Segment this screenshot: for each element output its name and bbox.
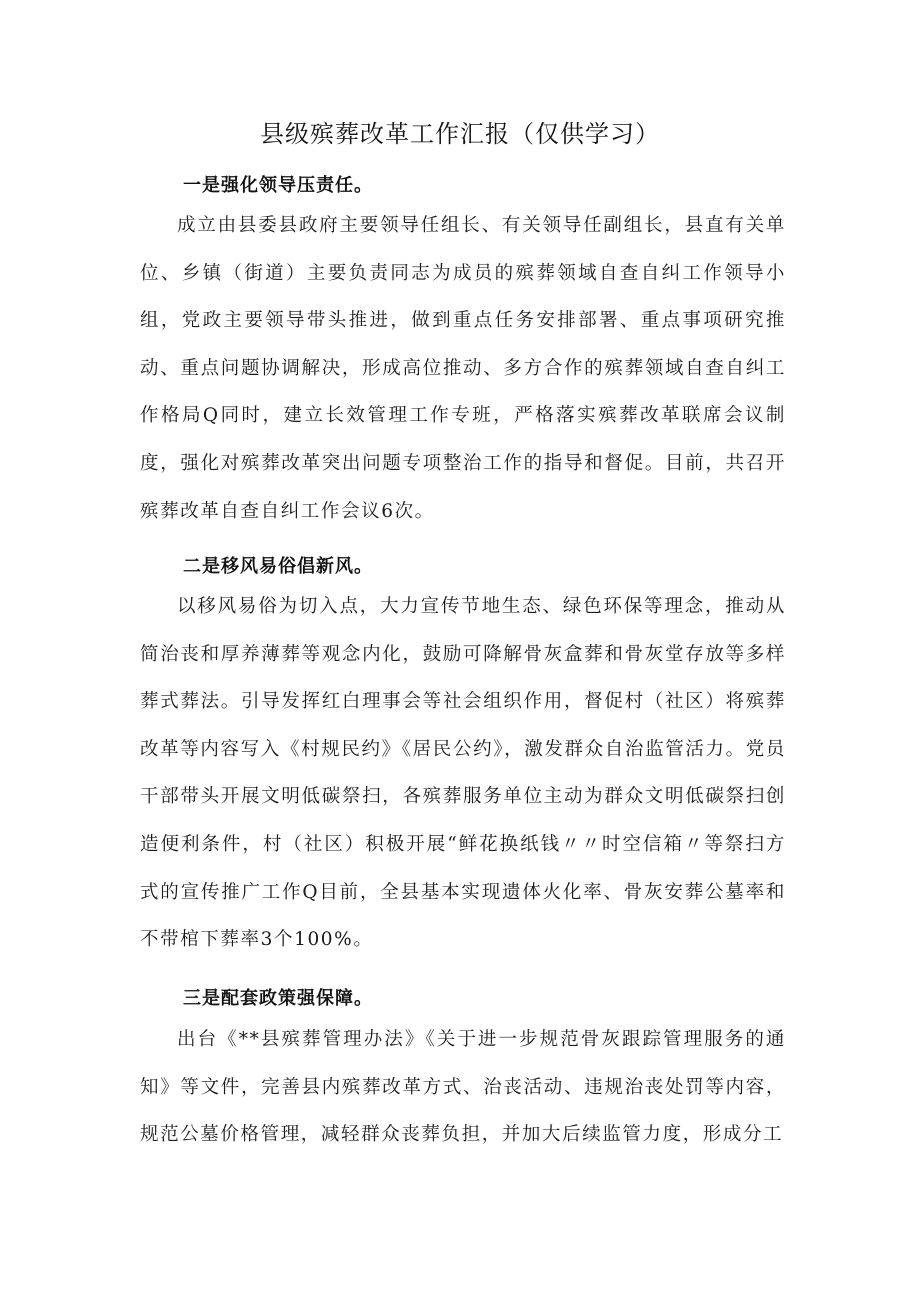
- section-heading-2: 二是移风易俗倡新风。: [183, 556, 373, 577]
- section-heading-1: 一是强化领导压责任。: [183, 175, 373, 196]
- section-heading-3: 三是配套政策强保障。: [183, 988, 373, 1009]
- document-title: 县级殡葬改革工作汇报（仅供学习）: [260, 120, 660, 148]
- section-body-2: 以移风易俗为切入点，大力宣传节地生态、绿色环保等理念，推动从简治丧和厚养薄葬等观念内化，鼓励可降解骨灰盒葬和骨灰堂存放等多样葬式葬法。引导发挥红白理事会等社会组织作用，督促村（社区）将殡葬改革等内容写入《村规民约》《居民公约》，激发群众自治监管活力。党员干部带头开展文明低碳祭扫，各殡葬服务单位主动为群众文明低碳祭扫创造便利条件，村（社区）积极开展“鲜花换纸钱〃〃时空信箱〃等祭扫方式的宣传推广工作Q目前，全县基本实现遗体火化率、骨灰安葬公墓率和不带棺下葬率3个100%。: [140, 596, 786, 951]
- section-body-1: 成立由县委县政府主要领导任组长、有关领导任副组长，县直有关单位、乡镇（街道）主要负责同志为成员的殡葬领域自查自纠工作领导小组，党政主要领导带头推进，做到重点任务安排部署、重点事项研究推动、重点问题协调解决，形成高位推动、多方合作的殡葬领域自查自纠工作格局Q同时，建立长效管理工作专班，严格落实殡葬改革联席会议制度，强化对殡葬改革突出问题专项整治工作的指导和督促。目前，共召开殡葬改革自查自纠工作会议6次。: [140, 215, 786, 522]
- section-body-3: 出台《**县殡葬管理办法》《关于进一步规范骨灰跟踪管理服务的通知》等文件，完善县内殡葬改革方式、治丧活动、违规治丧处罚等内容，规范公墓价格管理，减轻群众丧葬负担，并加大后续监管力度，形成分工: [140, 1029, 786, 1146]
